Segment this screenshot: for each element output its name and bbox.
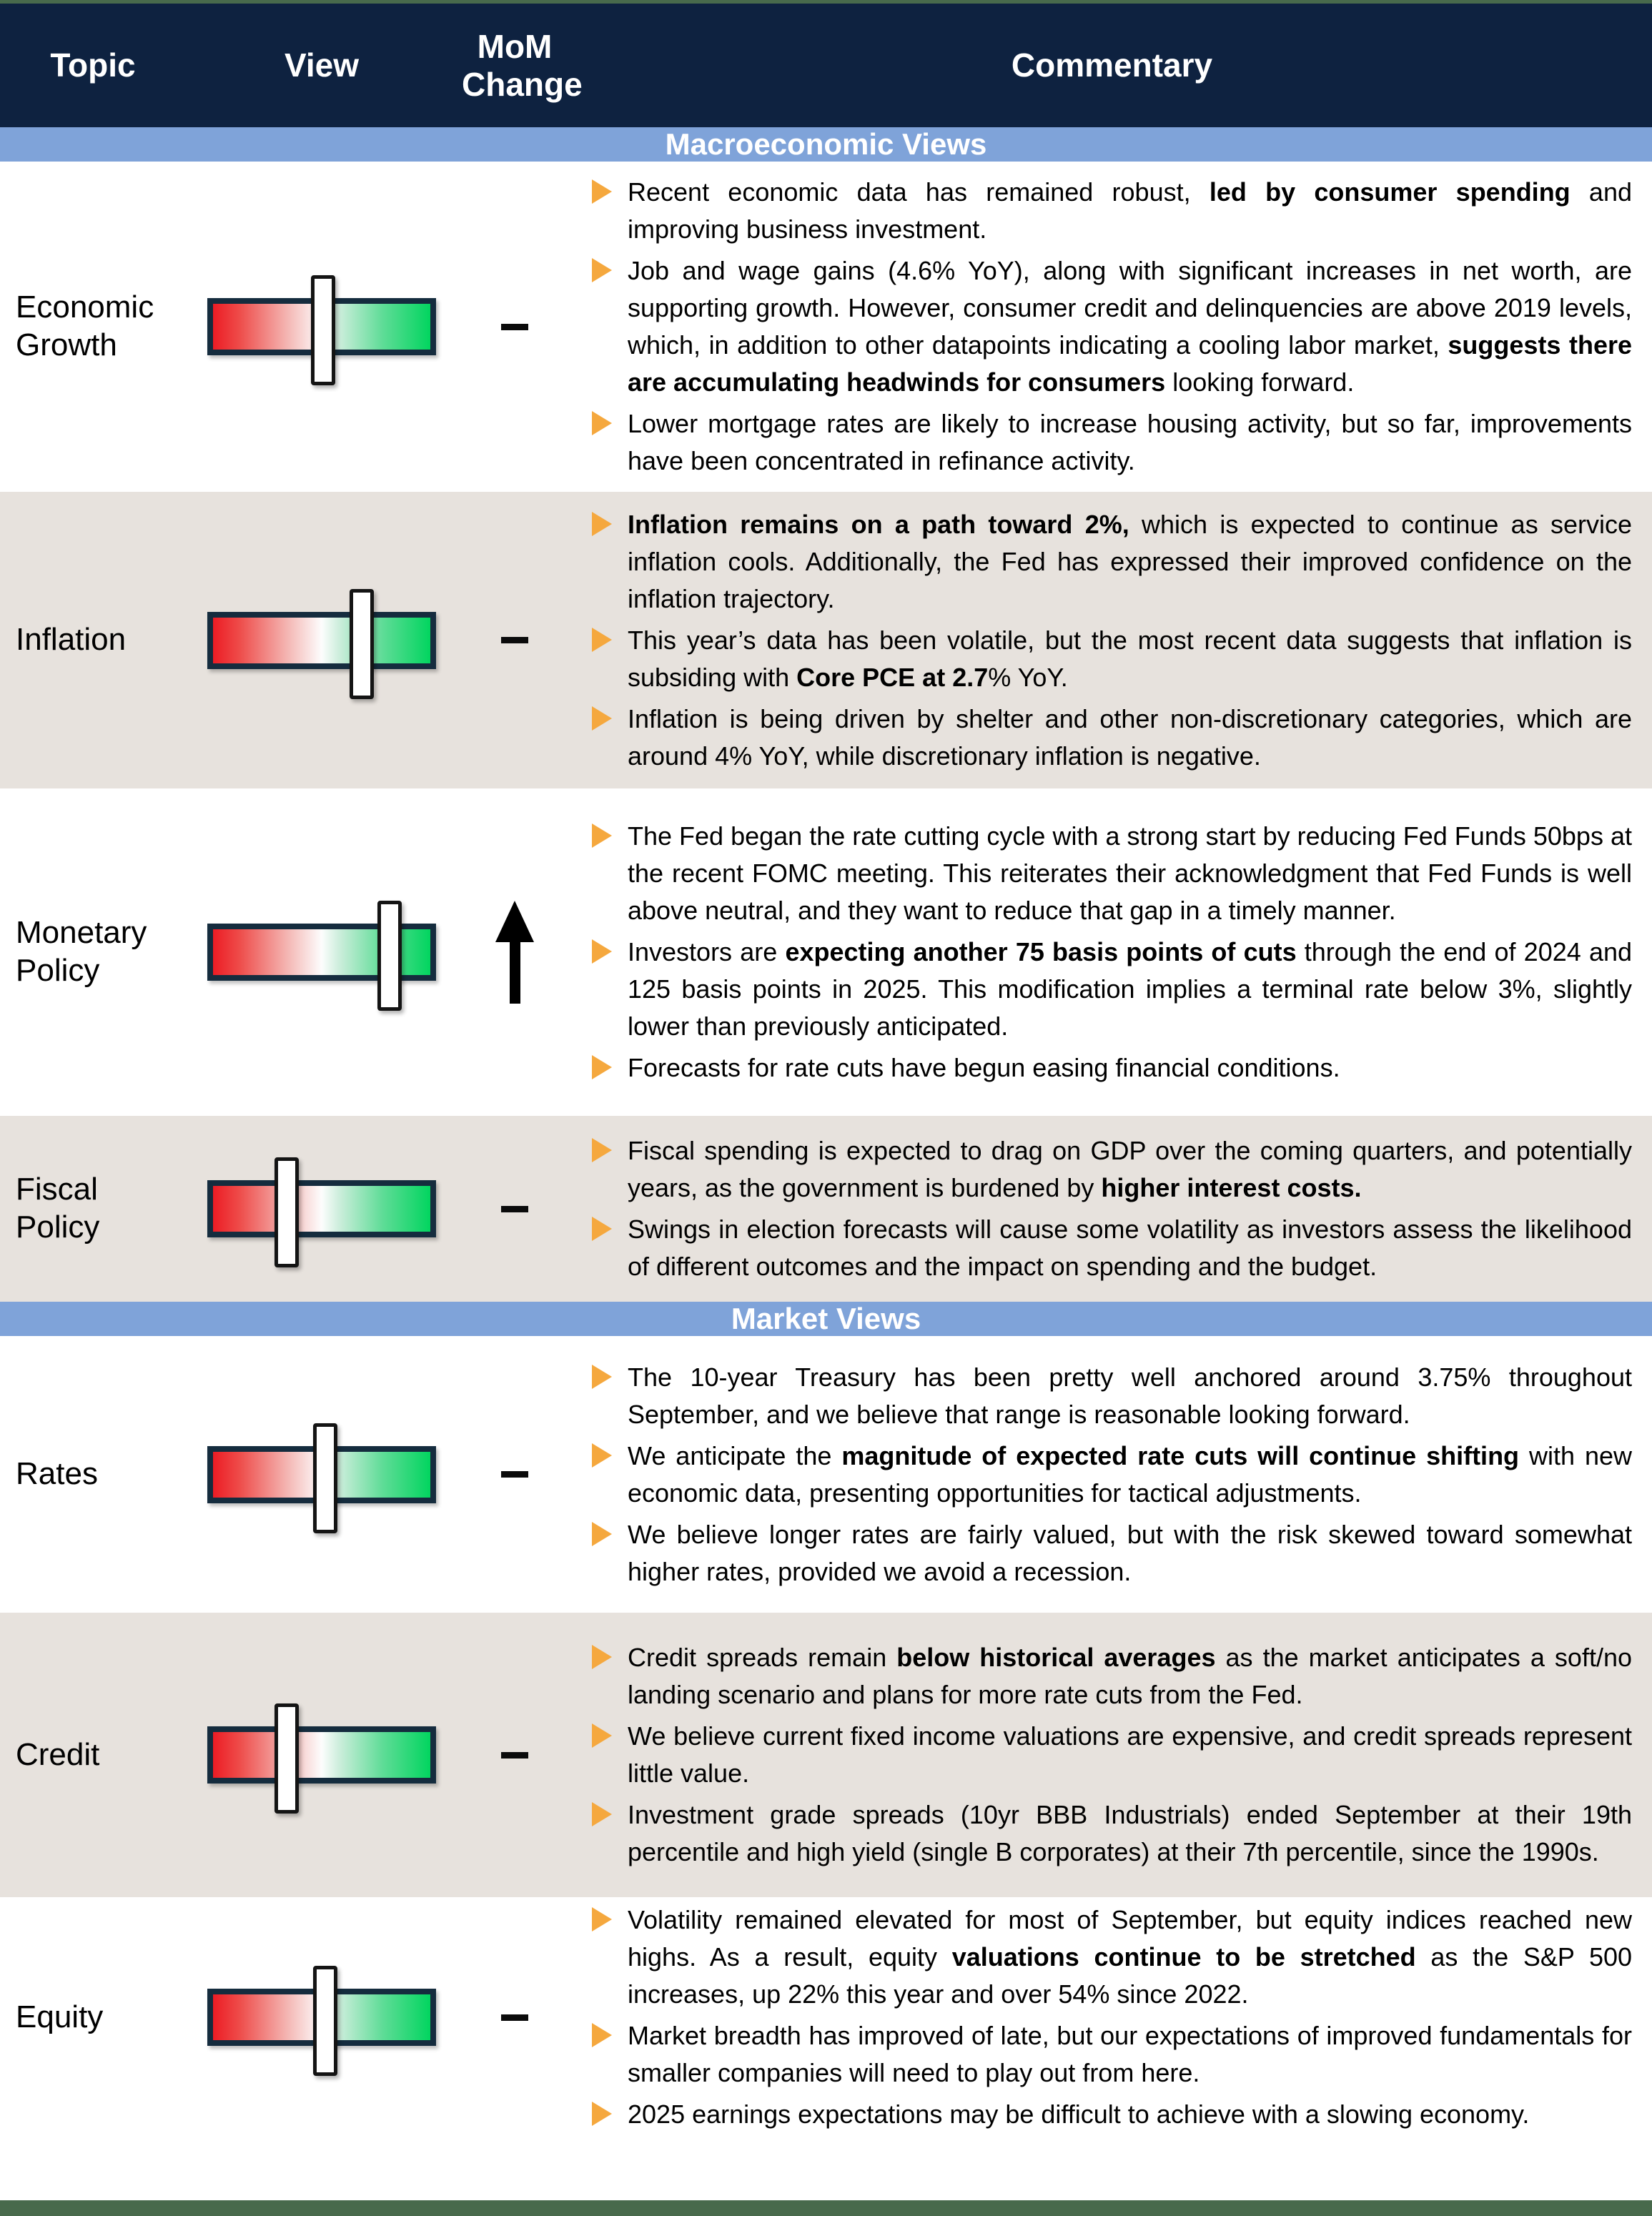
bullet-item: [592, 2096, 1632, 2133]
bullet-text: Credit spreads remain below historical averages as the market anticipates a soft/no landing scenario and plans for more rate cuts from the Fed.: [628, 1643, 1632, 1709]
bullet-triangle-icon: [592, 1645, 612, 1669]
bullet-item: [592, 2017, 1632, 2092]
bullet-text: The Fed began the rate cutting cycle with a strong start by reducing Fed Funds 50bps at the recent FOMC meeting. This reiterates their acknowledgment that Fed Funds is well above neutral, and they want to reduce that gap in a timely manner.: [628, 821, 1632, 925]
commentary-cell: [572, 1897, 1652, 2137]
bullet-triangle-icon: [592, 1365, 612, 1389]
bullet-text: This year’s data has been volatile, but the most recent data suggests that inflation is subsiding with Core PCE at 2.7% YoY.: [628, 625, 1632, 692]
bullet-text: The 10-year Treasury has been pretty well anchored around 3.75% throughout September, and we believe that range is reasonable looking forward.: [628, 1362, 1632, 1429]
up-arrow-icon: [495, 901, 534, 1004]
bullet-text: Investors are expecting another 75 basis points of cuts through the end of 2024 and 125 basis points in 2025. This modification implies a terminal rate below 3%, slightly lower than previously anticipated.: [628, 937, 1633, 1041]
bullet-text: Lower mortgage rates are likely to increase housing activity, but so far, improvements have been concentrated in refinance activity.: [628, 409, 1632, 475]
view-gauge: [207, 612, 436, 669]
bullet-triangle-icon: [592, 1138, 612, 1162]
bullet-triangle-icon: [592, 1055, 612, 1079]
bullet-text: We believe current fixed income valuations are expensive, and credit spreads represent little value.: [628, 1721, 1632, 1788]
bullet-item: [592, 1049, 1632, 1087]
gauge-slider-handle: [313, 1966, 337, 2076]
gauge-gradient-track: [207, 1180, 436, 1237]
dash-icon: [501, 2014, 528, 2021]
bullet-item: [592, 701, 1632, 775]
bullet-triangle-icon: [592, 2102, 612, 2126]
bullet-item: [592, 1796, 1632, 1871]
up-arrow-stem: [510, 942, 520, 1004]
bullet-triangle-icon: [592, 179, 612, 204]
bullet-item: [592, 174, 1632, 248]
bullet-item: [592, 1516, 1632, 1591]
bullet-item: [592, 405, 1632, 480]
bullet-text: Market breadth has improved of late, but our expectations of improved fundamentals for smaller companies will need to play out from here.: [628, 2021, 1632, 2087]
row-equity: [0, 1897, 1652, 2132]
bullet-triangle-icon: [592, 823, 612, 848]
view-cell: [186, 1336, 457, 1613]
row-fiscal-policy: [0, 1116, 1652, 1302]
bullet-text: Investment grade spreads (10yr BBB Industrials) ended September at their 19th percentile and high yield (single B corporates) at their 7th percentile, since the 1990s.: [628, 1800, 1632, 1866]
bullet-triangle-icon: [592, 939, 612, 964]
bullet-text: Swings in election forecasts will cause some volatility as investors assess the likelihood of different outcomes and the impact on spending and the budget.: [628, 1215, 1632, 1281]
column-header-view: View: [285, 46, 359, 84]
section-title: Macroeconomic Views: [665, 127, 987, 161]
bullet-triangle-icon: [592, 1907, 612, 1931]
bullet-triangle-icon: [592, 2023, 612, 2047]
bullet-text: We believe longer rates are fairly valued, but with the risk skewed toward somewhat higher rates, provided we avoid a recession.: [628, 1519, 1632, 1586]
topic-label: Credit: [16, 1736, 100, 1772]
bullet-triangle-icon: [592, 411, 612, 435]
view-cell: [186, 1116, 457, 1302]
bullet-triangle-icon: [592, 1443, 612, 1468]
section-header-macroeconomic-views: [0, 127, 1652, 162]
topic-label: Monetary Policy: [16, 915, 147, 988]
topic-label: Fiscal Policy: [16, 1172, 100, 1245]
bullet-text: Job and wage gains (4.6% YoY), along with significant increases in net worth, are supporting growth. However, consumer credit and delinquencies are above 2019 levels, which, in addition to other datapoints indicating a cooling labor market, suggests there are accumulating headwinds for consumers looking forward.: [628, 256, 1633, 397]
commentary-cell: [572, 162, 1652, 492]
commentary-cell: [572, 1116, 1652, 1302]
gauge-slider-handle: [313, 1423, 337, 1533]
gauge-slider-handle: [377, 901, 402, 1011]
bullet-item: [592, 1359, 1632, 1433]
gauge-slider-handle: [311, 275, 335, 385]
bullet-item: [592, 1718, 1632, 1792]
view-cell: [186, 1897, 457, 2137]
bullet-text: Inflation remains on a path toward 2%, which is expected to continue as service inflation cools. Additionally, the Fed has expressed their improved confidence on the inflation trajectory.: [628, 509, 1632, 613]
dash-icon: [501, 1471, 528, 1478]
mom-change-cell: [457, 492, 572, 788]
bullet-text: We anticipate the magnitude of expected rate cuts will continue shifting with new economic data, presenting opportunities for tactical adjustments.: [628, 1440, 1632, 1508]
bullet-triangle-icon: [592, 1217, 612, 1241]
row-monetary-policy: [0, 788, 1652, 1116]
view-cell: [186, 492, 457, 788]
row-credit: [0, 1613, 1652, 1897]
dash-icon: [501, 324, 528, 330]
section-header-market-views: [0, 1302, 1652, 1336]
bullet-triangle-icon: [592, 706, 612, 731]
bullet-item: [592, 1438, 1632, 1512]
bullet-item: [592, 622, 1632, 696]
topic-label: Equity: [16, 1999, 104, 2034]
mom-change-cell: [457, 1613, 572, 1897]
table-header: [0, 4, 1652, 127]
bullet-item: [592, 818, 1632, 929]
view-cell: [186, 1613, 457, 1897]
column-header-commentary: Commentary: [1011, 46, 1213, 84]
column-header-topic: Topic: [50, 46, 136, 84]
row-inflation: [0, 492, 1652, 788]
bullet-text: Inflation is being driven by shelter and other non-discretionary categories, which are around 4% YoY, while discretionary inflation is negative.: [628, 703, 1632, 771]
view-cell: [186, 162, 457, 492]
gauge-gradient-track: [207, 612, 436, 669]
bullet-triangle-icon: [592, 1802, 612, 1826]
gauge-slider-handle: [274, 1703, 299, 1814]
topic-label: Economic Growth: [16, 290, 154, 362]
gauge-slider-handle: [350, 589, 374, 699]
mom-change-cell: [457, 1336, 572, 1613]
view-cell: [186, 788, 457, 1116]
bottom-divider: [0, 2200, 1652, 2216]
bullet-text: Forecasts for rate cuts have begun easing financial conditions.: [628, 1053, 1340, 1082]
mom-change-cell: [457, 788, 572, 1116]
gauge-gradient-track: [207, 924, 436, 981]
bullet-text: Fiscal spending is expected to drag on GDP over the coming quarters, and potentially years, as the government is burdened by higher interest costs.: [628, 1136, 1632, 1202]
view-gauge: [207, 1726, 436, 1784]
mom-change-cell: [457, 1897, 572, 2137]
bullet-item: [592, 1901, 1632, 2013]
section-title: Market Views: [731, 1302, 921, 1335]
column-header-mom-change: MoM Change: [462, 27, 583, 103]
commentary-cell: [572, 1336, 1652, 1613]
bullet-item: [592, 252, 1632, 401]
view-gauge: [207, 1180, 436, 1237]
up-arrow-head: [495, 901, 534, 942]
dash-icon: [501, 637, 528, 643]
bullet-triangle-icon: [592, 1522, 612, 1546]
row-economic-growth: [0, 162, 1652, 492]
bullet-text: 2025 earnings expectations may be difficult to achieve with a slowing economy.: [628, 2099, 1530, 2129]
topic-label: Inflation: [16, 622, 127, 658]
table-body: [0, 127, 1652, 2132]
mom-change-cell: [457, 162, 572, 492]
view-gauge: [207, 1446, 436, 1503]
commentary-cell: [572, 1613, 1652, 1897]
bullet-triangle-icon: [592, 512, 612, 536]
bullet-text: Volatility remained elevated for most of September, but equity indices reached new highs. As a result, equity valuations continue to be stretched as the S&P 500 increases, up 22% this year and over 54% since 2022.: [628, 1905, 1633, 2009]
commentary-cell: [572, 788, 1652, 1116]
bullet-text: Recent economic data has remained robust, led by consumer spending and improving business investment.: [628, 177, 1632, 244]
bullet-triangle-icon: [592, 258, 612, 282]
view-gauge: [207, 298, 436, 355]
dash-icon: [501, 1206, 528, 1212]
gauge-gradient-track: [207, 1726, 436, 1784]
bullet-item: [592, 1132, 1632, 1207]
dash-icon: [501, 1752, 528, 1759]
view-gauge: [207, 924, 436, 981]
bullet-triangle-icon: [592, 628, 612, 652]
gauge-slider-handle: [274, 1157, 299, 1267]
commentary-cell: [572, 492, 1652, 788]
topic-label: Rates: [16, 1456, 98, 1492]
row-rates: [0, 1336, 1652, 1613]
bullet-item: [592, 1639, 1632, 1713]
bullet-item: [592, 506, 1632, 618]
bullet-item: [592, 1211, 1632, 1285]
view-gauge: [207, 1989, 436, 2046]
bullet-item: [592, 934, 1632, 1045]
mom-change-cell: [457, 1116, 572, 1302]
bullet-triangle-icon: [592, 1723, 612, 1748]
